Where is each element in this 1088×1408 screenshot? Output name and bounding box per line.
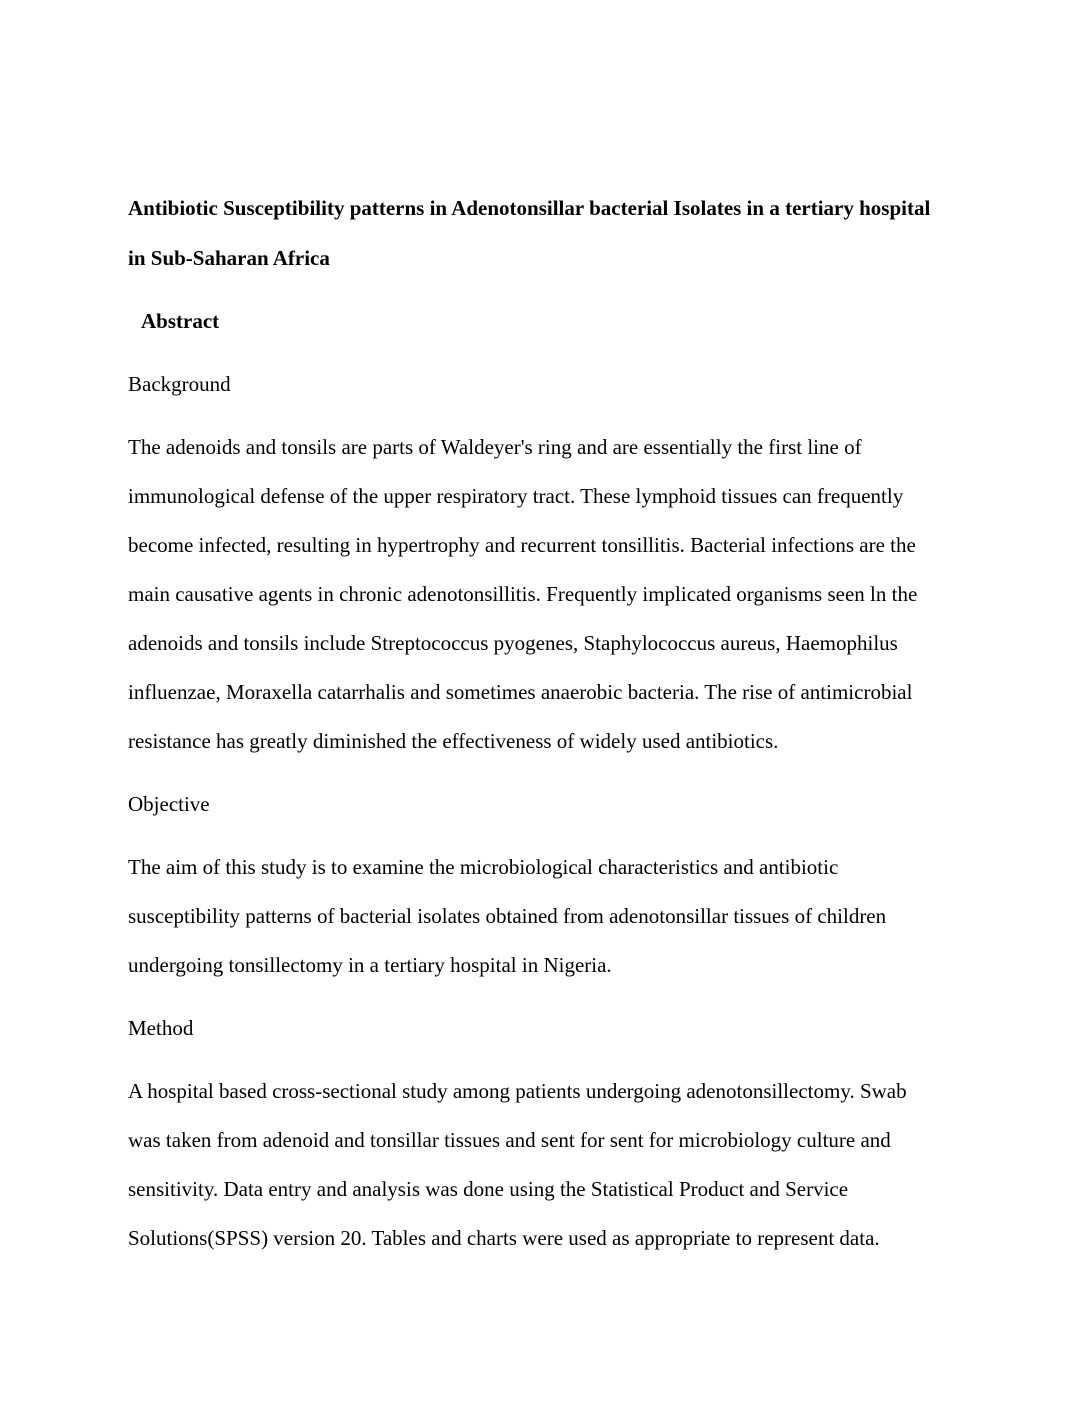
paragraph-line: influenzae, Moraxella catarrhalis and sometimes anaerobic bacteria. The rise of antimicrobial xyxy=(128,680,913,704)
paragraph-line: susceptibility patterns of bacterial isolates obtained from adenotonsillar tissues of children xyxy=(128,904,887,928)
abstract-heading: Abstract xyxy=(141,309,220,333)
paper-title xyxy=(128,183,970,283)
paragraph-line: The aim of this study is to examine the microbiological characteristics and antibiotic xyxy=(128,855,839,879)
paragraph-line: A hospital based cross-sectional study among patients undergoing adenotonsillectomy. Swab xyxy=(128,1079,907,1103)
paragraph-line: Solutions(SPSS) version 20. Tables and charts were used as appropriate to represent data. xyxy=(128,1226,880,1250)
paragraph-line: adenoids and tonsils include Streptococcus pyogenes, Staphylococcus aureus, Haemophilus xyxy=(128,631,898,655)
paragraph-line: become infected, resulting in hypertrophy and recurrent tonsillitis. Bacterial infections are the xyxy=(128,533,916,557)
background-heading: Background xyxy=(128,372,231,396)
paragraph-line: sensitivity. Data entry and analysis was done using the Statistical Product and Service xyxy=(128,1177,849,1201)
paragraph-line: The adenoids and tonsils are parts of Waldeyer's ring and are essentially the first line of xyxy=(128,435,862,459)
paragraph-line: undergoing tonsillectomy in a tertiary hospital in Nigeria. xyxy=(128,953,612,977)
background-paragraph xyxy=(128,423,970,766)
paper-title-line: in Sub-Saharan Africa xyxy=(128,246,330,270)
paragraph-line: was taken from adenoid and tonsillar tissues and sent for sent for microbiology culture and xyxy=(128,1128,891,1152)
objective-paragraph xyxy=(128,843,970,990)
paper-title-line: Antibiotic Susceptibility patterns in Adenotonsillar bacterial Isolates in a tertiary hospital xyxy=(128,196,931,220)
paragraph-line: main causative agents in chronic adenotonsillitis. Frequently implicated organisms seen ln the xyxy=(128,582,918,606)
paragraph-line: immunological defense of the upper respiratory tract. These lymphoid tissues can frequently xyxy=(128,484,904,508)
paragraph-line: resistance has greatly diminished the effectiveness of widely used antibiotics. xyxy=(128,729,779,753)
method-paragraph xyxy=(128,1067,970,1263)
objective-heading: Objective xyxy=(128,792,210,816)
method-heading: Method xyxy=(128,1016,194,1040)
